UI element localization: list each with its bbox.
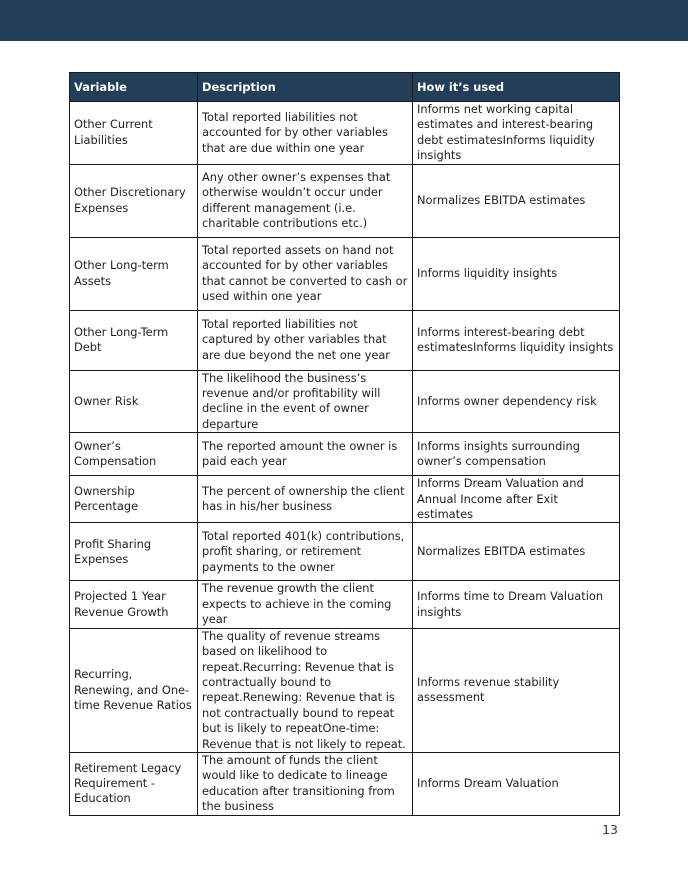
variable-cell: Retirement Legacy Requirement - Education: [70, 752, 198, 815]
description-cell: The revenue growth the client expects to achieve in the coming year: [198, 581, 413, 628]
description-cell: The percent of ownership the client has in his/her business: [198, 476, 413, 523]
usage-cell: Informs revenue stability assessment: [413, 628, 620, 752]
variable-cell: Owner Risk: [70, 370, 198, 433]
table-row: [70, 581, 620, 628]
description-cell: The amount of funds the client would like to dedicate to lineage education after transitioning from the business: [198, 752, 413, 815]
usage-cell: Informs interest-bearing debt estimatesInforms liquidity insights: [413, 310, 620, 370]
table-row: [70, 628, 620, 752]
variable-cell: Owner’s Compensation: [70, 433, 198, 476]
variable-cell: Recurring, Renewing, and One-time Revenue Ratios: [70, 628, 198, 752]
usage-cell: Informs Dream Valuation and Annual Income after Exit estimates: [413, 476, 620, 523]
table-row: [70, 237, 620, 310]
table-row: [70, 370, 620, 433]
table-row: [70, 752, 620, 815]
variable-cell: Other Discretionary Expenses: [70, 164, 198, 237]
variable-cell: Projected 1 Year Revenue Growth: [70, 581, 198, 628]
variable-cell: Profit Sharing Expenses: [70, 523, 198, 581]
usage-cell: Informs time to Dream Valuation insights: [413, 581, 620, 628]
usage-cell: Informs insights surrounding owner’s compensation: [413, 433, 620, 476]
column-header-variable: Variable: [70, 73, 198, 102]
column-header-usage: How it’s used: [413, 73, 620, 102]
description-cell: Total reported 401(k) contributions, profit sharing, or retirement payments to the owner: [198, 523, 413, 581]
usage-cell: Normalizes EBITDA estimates: [413, 164, 620, 237]
variables-table: [69, 72, 620, 816]
table-row: [70, 476, 620, 523]
top-header-bar: [0, 0, 688, 41]
column-header-description: Description: [198, 73, 413, 102]
variable-cell: Other Long-Term Debt: [70, 310, 198, 370]
description-cell: Total reported liabilities not captured by other variables that are due beyond the net one year: [198, 310, 413, 370]
page-number: 13: [602, 822, 618, 837]
table-row: [70, 102, 620, 165]
variable-cell: Ownership Percentage: [70, 476, 198, 523]
description-cell: The likelihood the business’s revenue and/or profitability will decline in the event of owner departure: [198, 370, 413, 433]
usage-cell: Informs net working capital estimates and interest-bearing debt estimatesInforms liquidity insights: [413, 102, 620, 165]
description-cell: The reported amount the owner is paid each year: [198, 433, 413, 476]
table-row: [70, 310, 620, 370]
table-row: [70, 523, 620, 581]
variable-cell: Other Long-term Assets: [70, 237, 198, 310]
variables-table-container: [69, 72, 619, 816]
description-cell: The quality of revenue streams based on likelihood to repeat.Recurring: Revenue that is contractually bound to repeat.Renewing: Revenue that is not contractually bound to repeat but is likely to repeatOne-time: Revenue that is not likely to repeat.: [198, 628, 413, 752]
description-cell: Any other owner’s expenses that otherwise wouldn’t occur under different management (i.e. charitable contributions etc.): [198, 164, 413, 237]
table-row: [70, 433, 620, 476]
description-cell: Total reported assets on hand not accounted for by other variables that cannot be converted to cash or used within one year: [198, 237, 413, 310]
usage-cell: Normalizes EBITDA estimates: [413, 523, 620, 581]
usage-cell: Informs owner dependency risk: [413, 370, 620, 433]
table-row: [70, 164, 620, 237]
usage-cell: Informs liquidity insights: [413, 237, 620, 310]
variable-cell: Other Current Liabilities: [70, 102, 198, 165]
table-header-row: [70, 73, 620, 102]
usage-cell: Informs Dream Valuation: [413, 752, 620, 815]
description-cell: Total reported liabilities not accounted for by other variables that are due within one year: [198, 102, 413, 165]
